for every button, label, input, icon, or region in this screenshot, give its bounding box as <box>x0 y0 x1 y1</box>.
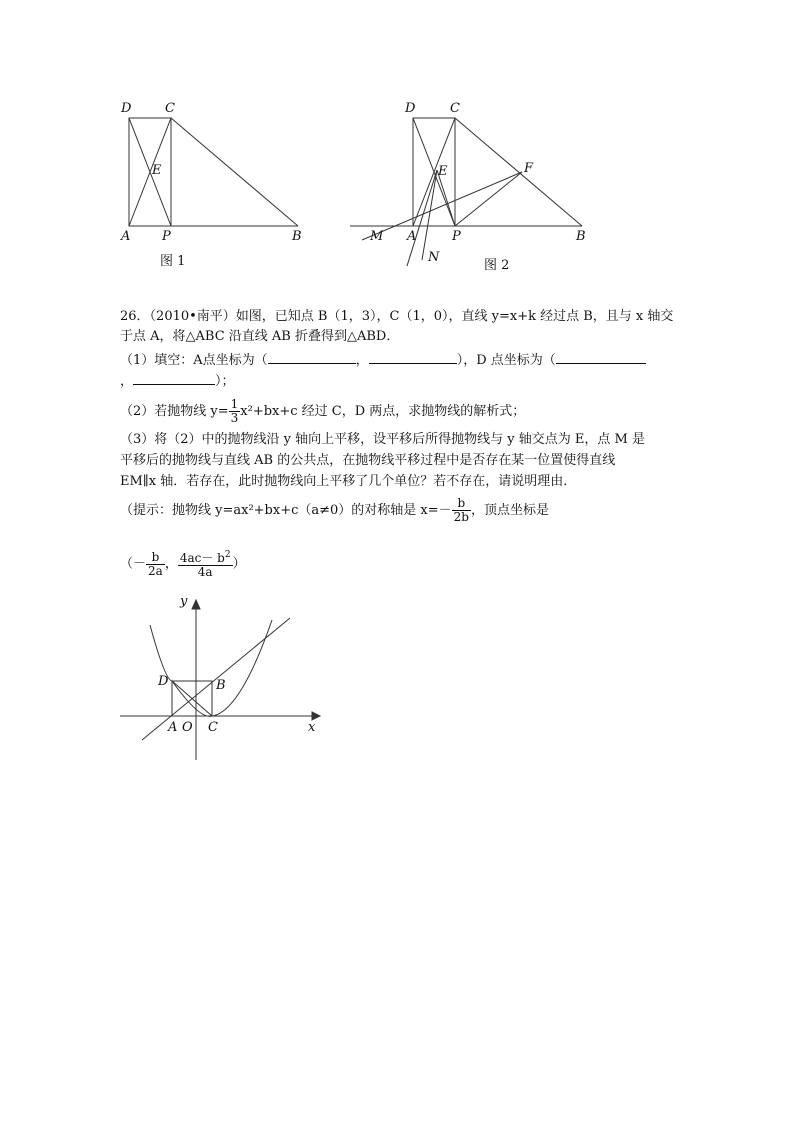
fig2-caption: 图 2 <box>484 258 510 273</box>
q1-text-b: ），D 点坐标为（ <box>456 353 556 368</box>
fig1-label-B: B <box>292 229 302 244</box>
q1-text-c: ， <box>120 374 134 389</box>
question-3-line-3: EM∥x 轴．若存在，此时抛物线向上平移了几个单位？若不存在，请说明理由． <box>120 474 577 489</box>
fig3-label-C: C <box>208 720 218 735</box>
vertex-fraction-2-sup: 2 <box>224 550 231 560</box>
fig1-caption: 图 1 <box>160 254 186 269</box>
vertex-fraction-1-den: 2a <box>148 563 163 578</box>
fig3-label-B: B <box>216 678 226 693</box>
q1-text-d: ）； <box>215 374 235 389</box>
fig1-label-C: C <box>165 101 175 116</box>
vertex-fraction-1-num: b <box>146 551 165 565</box>
q2-fraction-num: 1 <box>230 397 239 411</box>
fig3-label-x: x <box>308 720 316 735</box>
fig1-label-E: E <box>152 163 162 178</box>
q2-fraction-den: 3 <box>230 411 239 425</box>
vertex-fraction-2-num-text: 4ac－ b <box>179 551 225 565</box>
fig2-label-B: B <box>576 229 586 244</box>
q2-text-b: x²+bx+c 经过 C，D 两点，求抛物线的解析式； <box>240 404 526 419</box>
fig2-label-C: C <box>450 101 460 116</box>
q1-text-a: （1）填空：A点坐标为（ <box>120 353 268 368</box>
fig2-label-P: P <box>452 229 461 244</box>
fig2-label-M: M <box>370 229 384 244</box>
vertex-open: （－ <box>120 556 147 572</box>
vertex-close: ） <box>232 556 246 572</box>
fig2-label-F: F <box>524 161 534 176</box>
fig2-label-N: N <box>428 250 440 265</box>
hint-fraction-num: b <box>452 497 471 511</box>
hint-fraction-den: 2b <box>453 510 469 524</box>
vertex-comma: ， <box>164 556 178 572</box>
fig3-label-y: y <box>180 594 188 609</box>
fig3-label-D: D <box>158 674 169 689</box>
q2-text-a: （2）若抛物线 y= <box>120 404 229 419</box>
q1-text-comma: ， <box>355 353 369 368</box>
fig3-parabola <box>150 620 272 716</box>
question-3-line-2: 平移后的抛物线与直线 AB 的公共点，在抛物线平移过程中是否存在某一位置使得直线 <box>120 453 616 468</box>
fig3-y-arrow <box>192 600 200 609</box>
vertex-fraction-2-den: 4a <box>197 565 213 579</box>
fig1-label-D: D <box>121 101 132 116</box>
fig1-label-A: A <box>121 229 131 244</box>
hint-text-a: （提示：抛物线 y=ax²+bx+c（a≠0）的对称轴是 x=－ <box>120 503 452 518</box>
fig1-label-P: P <box>162 229 171 244</box>
fig3-label-O: O <box>182 720 193 735</box>
question-3-line-1: （3）将（2）中的抛物线沿 y 轴向上平移，设平移后所得抛物线与 y 轴交点为 E，点 M 是 <box>120 432 645 447</box>
fig3-x-arrow <box>312 712 320 720</box>
fig2-label-A: A <box>407 229 417 244</box>
hint-text-b: ，顶点坐标是 <box>470 503 549 518</box>
problem-line-2: 于点 A，将△ABC 沿直线 AB 折叠得到△ABD． <box>120 329 400 344</box>
problem-line-1: 26．（2010•南平）如图，已知点 B（1，3），C（1，0），直线 y=x+k 经过点 B，且与 x 轴交 <box>120 309 674 324</box>
fig2-label-E: E <box>438 164 448 179</box>
fig2-label-D: D <box>405 101 416 116</box>
fig3-label-A: A <box>168 720 178 735</box>
